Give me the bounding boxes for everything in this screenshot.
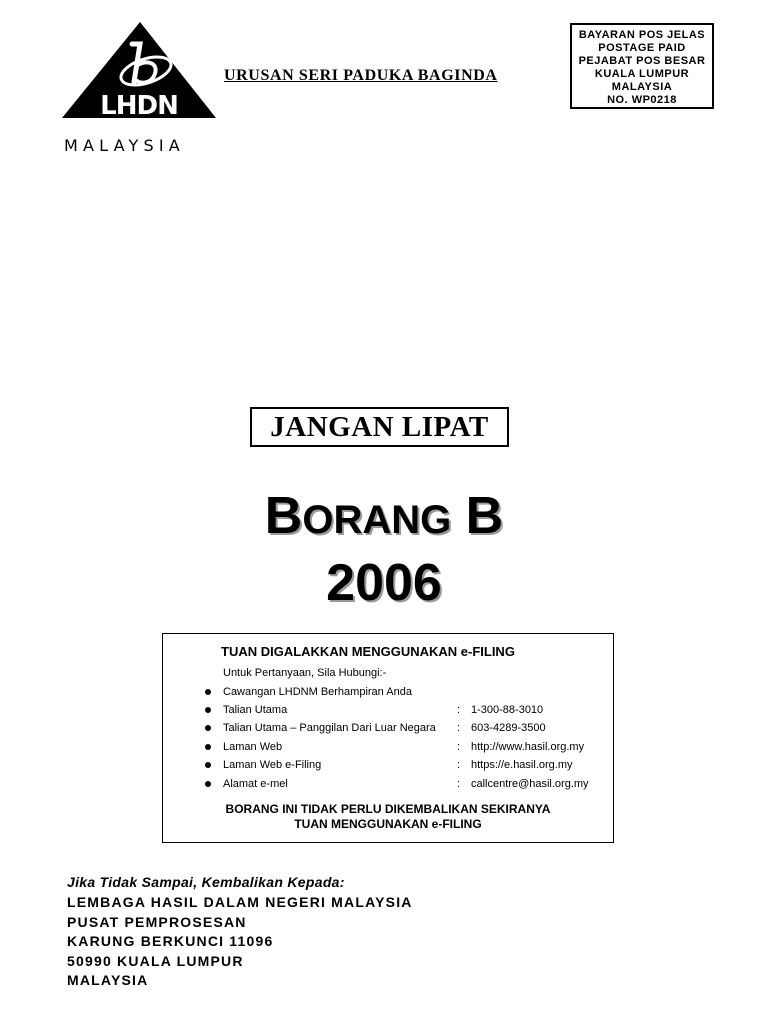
website-link: http://www.hasil.org.my (471, 741, 585, 753)
contact-label: Alamat e-mel (223, 778, 288, 790)
info-footer-line: TUAN MENGGUNAKAN e-FILING (294, 817, 482, 831)
contact-item (163, 683, 613, 701)
contact-item (163, 756, 613, 774)
contact-colon: : (457, 759, 461, 771)
do-not-fold-notice: JANGAN LIPAT (250, 407, 509, 447)
info-footer-line: BORANG INI TIDAK PERLU DIKEMBALIKAN SEKIRANYA (225, 802, 551, 816)
urusan-heading: URUSAN SERI PADUKA BAGINDA (224, 67, 498, 84)
return-address-line: MALAYSIA (67, 972, 149, 989)
form-title-suffix: B (465, 487, 504, 545)
return-address-intro: Jika Tidak Sampai, Kembalikan Kepada: (67, 874, 345, 890)
bullet-icon (205, 762, 211, 768)
postage-line: POSTAGE PAID (598, 42, 686, 54)
bullet-icon (205, 725, 211, 731)
contact-value: 1-300-88-3010 (471, 704, 544, 716)
bullet-icon (205, 744, 211, 750)
postage-paid-box (570, 23, 714, 109)
contact-label: Cawangan LHDNM Berhampiran Anda (223, 686, 412, 698)
contact-label: Laman Web e-Filing (223, 759, 322, 771)
contact-colon: : (457, 704, 461, 716)
return-address-line: PUSAT PEMPROSESAN (67, 913, 247, 930)
postage-line: PEJABAT POS BESAR (578, 55, 706, 67)
postage-line: BAYARAN POS JELAS (578, 29, 706, 41)
email-address: callcentre@hasil.org.my (471, 778, 589, 790)
efiling-link: https://e.hasil.org.my (471, 759, 573, 771)
info-subheading: Untuk Pertanyaan, Sila Hubungi:- (223, 667, 387, 679)
return-address (67, 873, 413, 991)
contact-label: Talian Utama – Panggilan Dari Luar Negara (223, 722, 436, 734)
info-heading: TUAN DIGALAKKAN MENGGUNAKAN e-FILING (221, 644, 515, 659)
postage-line: KUALA LUMPUR (594, 68, 690, 80)
form-title-rest: ORANG (302, 498, 452, 542)
form-year: 2006 (326, 554, 442, 612)
bullet-icon (205, 689, 211, 695)
return-address-line: KARUNG BERKUNCI 11096 (67, 933, 274, 950)
form-title (0, 486, 768, 550)
bullet-icon (205, 781, 211, 787)
contact-item (163, 738, 613, 756)
contact-colon: : (457, 778, 461, 790)
contact-label: Laman Web (223, 741, 283, 753)
bullet-icon (205, 707, 211, 713)
postage-line: NO. WP0218 (607, 94, 677, 106)
contact-colon: : (457, 741, 461, 753)
return-address-line: LEMBAGA HASIL DALAM NEGERI MALAYSIA (67, 894, 413, 910)
efiling-info-box (162, 633, 614, 843)
contact-item (163, 775, 613, 793)
return-address-line: 50990 KUALA LUMPUR (67, 952, 244, 969)
contact-colon: : (457, 722, 461, 734)
contact-value: 603-4289-3500 (471, 722, 546, 734)
contact-item (163, 701, 613, 719)
logo-brand-text: LHDN (100, 91, 178, 121)
form-title-initial: B (264, 487, 303, 545)
contact-label: Talian Utama (223, 704, 288, 716)
lhdn-logo (62, 22, 222, 155)
logo-country-text: MALAYSIA (64, 136, 185, 155)
postage-line: MALAYSIA (611, 81, 673, 93)
info-footer (163, 802, 613, 832)
contact-item (163, 719, 613, 737)
